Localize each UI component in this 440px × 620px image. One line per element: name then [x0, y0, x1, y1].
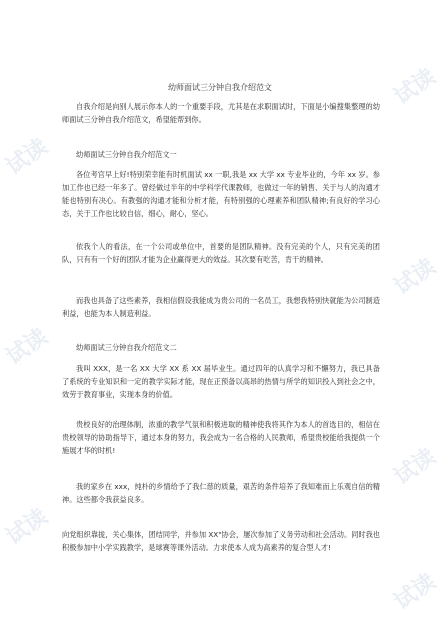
body-paragraph: 贵校良好的治理体制，浓重的教学气氛和积极进取的精神使我将其作为本人的首选目的，相信在贵校领导的协助指导下，通过本身的努力，我会成为一名合格的人民教师，希望贵校能给我提供一个施展才华的时机!	[62, 420, 380, 455]
body-paragraph: 依我个人的看法，在一个公司或单位中，首要的是团队精神。没有完美的个人，只有完美的团队，只有有一个好的团队才能为企业赢得更大的效益。其次要有吃苦，肯干的精神。	[62, 242, 380, 264]
document-title: 幼师面试三分钟自我介绍范文	[168, 83, 272, 92]
watermark: 试读	[389, 568, 440, 616]
intro-paragraph: 自我介绍是向别人展示你本人的一个重要手段，尤其是在求职面试时，下面是小编搜集整理的幼师面试三分钟自我介绍范文，希望能帮到你。	[62, 102, 380, 124]
watermark: 试读	[1, 503, 53, 551]
body-paragraph: 我的家乡在 xxx，纯朴的乡情给予了我仁慈的质量，艰苦的条件培养了我知难而上乐观自信的精神。这些都令我获益良多。	[62, 482, 380, 504]
section-heading: 幼师面试三分钟自我介绍范文一	[76, 150, 177, 159]
body-paragraph: 各位考官早上好!特别荣幸能有时机面试 xx 一职,我是 xx 大学 xx 专业毕业的，今年 xx 岁。参加工作也已经一年多了。曾经做过半年的中学科学代课教师，也做过一年的销售、关于与人的沟通才能也特别有决心。有教强的沟通才能和分析才能，有特别强的心理素养和团队精神;有良好的学习心态，关于工作也比较自信，细心，耐心，坚心。	[62, 170, 380, 218]
body-paragraph: 我叫 XXX，是一名 XX 大学 XX 系 XX 届毕业生。通过四年的认真学习和不懈努力，我已具备了系统的专业知识和一定的教学实际才能，现在正预备以高昂的热情与所学的知识投入到社会之中，效劳于教育事业，实现本身的价值。	[62, 364, 380, 399]
watermark: 试读	[1, 133, 53, 181]
watermark: 试读	[389, 63, 440, 111]
watermark: 试读	[389, 443, 440, 491]
watermark: 试读	[389, 253, 440, 301]
body-paragraph: 向党组织靠拢，关心集体，团结同学，并参加 XX"协会，屡次参加了义务劳动和社会活动。同时我也积极参加中小学实践教学，是球赛等课外活动。力求使本人成为高素养的复合型人才!	[62, 530, 380, 552]
body-paragraph: 而我也具备了这些素养，我相信假设我能成为贵公司的一名员工，我想我特别快就能为公司制造利益，也能为本人制造利益。	[62, 296, 380, 318]
watermark: 试读	[1, 323, 53, 371]
section-heading: 幼师面试三分钟自我介绍范文二	[76, 343, 177, 352]
